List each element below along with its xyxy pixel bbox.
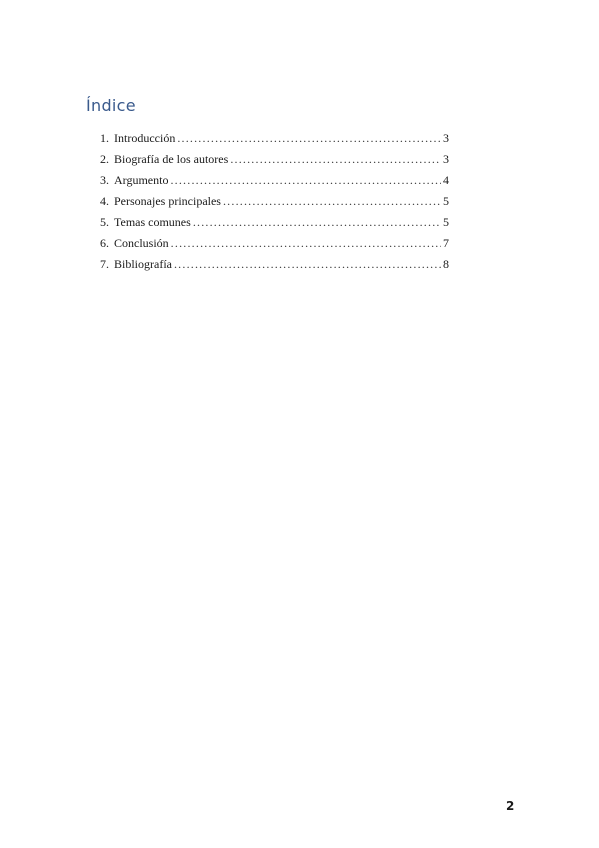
toc-entry-title: Conclusión [114,236,169,250]
toc-dot-leader [174,257,441,272]
toc-entry-title: Bibliografía [114,257,172,271]
page-number: 2 [506,799,515,813]
toc-dot-leader [223,194,441,209]
toc-entry[interactable] [100,236,449,257]
toc-entry-page: 8 [443,257,449,271]
toc-entry-number: 4. [100,194,109,208]
toc-list [100,131,449,278]
toc-entry-title: Argumento [114,173,169,187]
toc-entry-page: 3 [443,152,449,166]
toc-entry-page: 7 [443,236,449,250]
toc-entry[interactable] [100,257,449,278]
toc-entry-page: 5 [443,215,449,229]
toc-entry-number: 1. [100,131,109,145]
toc-entry-title: Personajes principales [114,194,221,208]
toc-dot-leader [230,152,441,167]
toc-entry[interactable] [100,194,449,215]
toc-entry-number: 7. [100,257,109,271]
toc-dot-leader [171,236,441,251]
toc-dot-leader [193,215,441,230]
toc-entry-title: Introducción [114,131,176,145]
toc-heading: Índice [86,96,136,115]
toc-entry[interactable] [100,215,449,236]
toc-entry[interactable] [100,131,449,152]
toc-entry-title: Temas comunes [114,215,191,229]
toc-entry[interactable] [100,173,449,194]
toc-entry-page: 3 [443,131,449,145]
toc-dot-leader [170,173,441,188]
toc-entry-number: 2. [100,152,109,166]
toc-entry-page: 5 [443,194,449,208]
toc-entry-number: 5. [100,215,109,229]
toc-entry[interactable] [100,152,449,173]
toc-entry-title: Biografía de los autores [114,152,229,166]
toc-entry-number: 3. [100,173,109,187]
toc-entry-page: 4 [443,173,449,187]
toc-entry-number: 6. [100,236,109,250]
toc-dot-leader [177,131,441,146]
